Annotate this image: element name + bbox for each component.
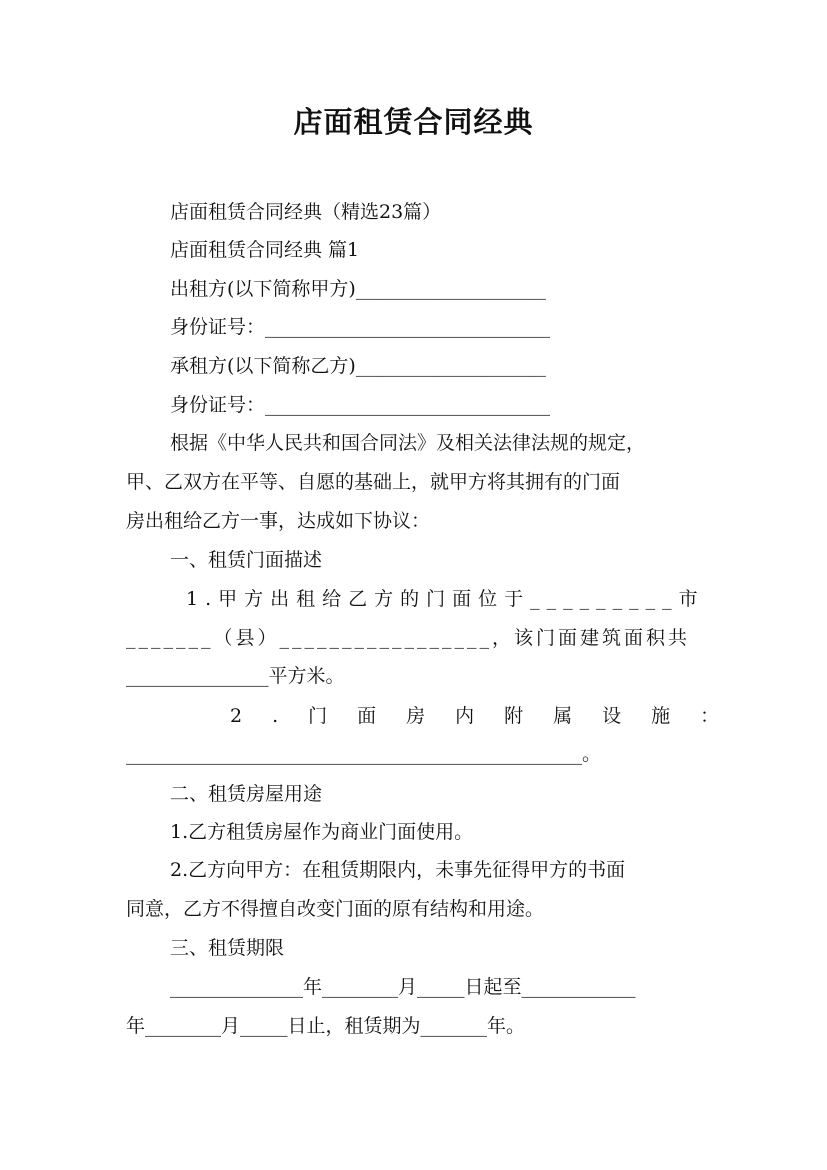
clause-line: 1.乙方租赁房屋作为商业门面使用。: [170, 821, 474, 843]
clause-heading: 二、租赁房屋用途: [170, 783, 323, 805]
clause-heading: 三、租赁期限: [170, 937, 285, 959]
document-title: 店面租赁合同经典: [293, 105, 534, 139]
clause-line: 同意，乙方不得擅自改变门面的原有结构和用途。: [126, 898, 545, 920]
clause-line: _______________平方米。: [126, 665, 345, 687]
lessee-id-line: 身份证号：______________________________: [170, 394, 551, 416]
clause-line: _______（县）_________________，该门面建筑面积共: [126, 627, 691, 649]
clause-line: 2.乙方向甲方：在租赁期限内，未事先征得甲方的书面: [170, 859, 626, 881]
clause-line: 年________月_____日止，租赁期为_______年。: [126, 1015, 526, 1037]
clause-line: 2.门面房内附属设施：: [230, 705, 750, 727]
lessor-line: 出租方(以下简称甲方)____________________: [170, 278, 546, 300]
body-paragraph-line: 甲、乙双方在平等、自愿的基础上，就甲方将其拥有的门面: [126, 471, 621, 493]
body-paragraph-line: 房出租给乙方一事，达成如下协议：: [126, 510, 431, 532]
clause-line: ______________年________月_____日起至____________: [170, 976, 636, 998]
lessor-id-line: 身份证号：______________________________: [170, 316, 551, 338]
body-paragraph-line: 根据《中华人民共和国合同法》及相关法律法规的规定，: [170, 432, 646, 454]
clause-heading: 一、租赁门面描述: [170, 549, 323, 571]
lessee-line: 承租方(以下简称乙方)____________________: [170, 355, 546, 377]
clause-line: ________________________________________________。: [126, 743, 602, 765]
section-heading: 店面租赁合同经典 篇1: [170, 239, 360, 261]
clause-line: 1.甲方出租给乙方的门面位于_________市: [186, 588, 705, 610]
subtitle-line: 店面租赁合同经典（精选23篇）: [170, 201, 442, 223]
